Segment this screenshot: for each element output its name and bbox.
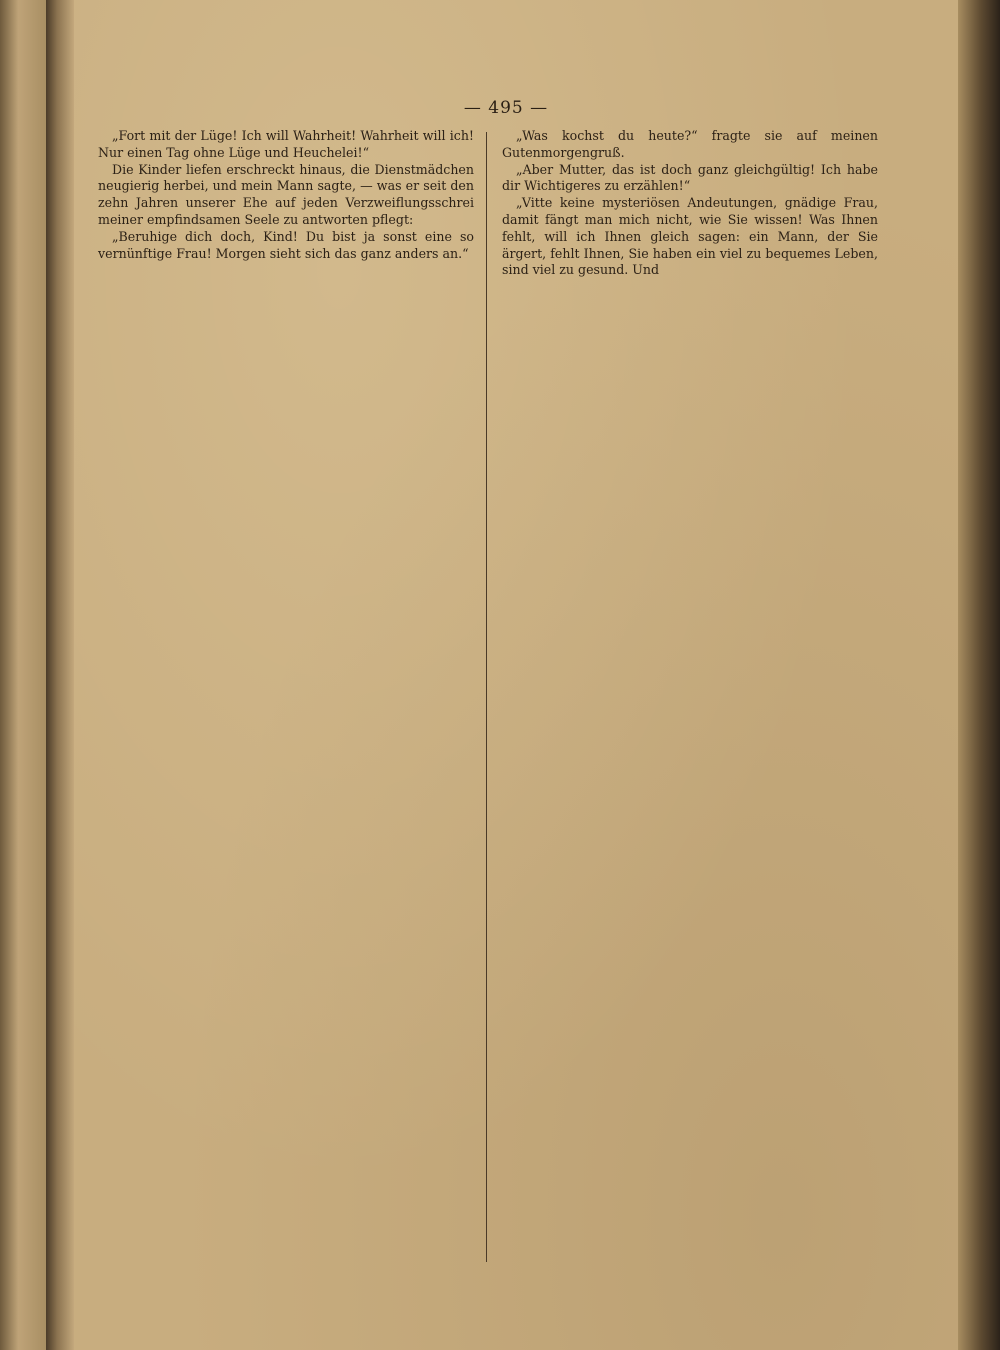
left-column <box>98 128 474 262</box>
paragraph: Die Kinder liefen erschreckt hinaus, die Dienstmädchen neugierig herbei, und mein Mann sagte, — was er seit den zehn Jahren unserer Ehe auf jeden Verzweiflungsschrei meiner empfindsamen Seele zu antworten pflegt: <box>98 161 474 227</box>
page-number: — 495 — <box>463 98 549 118</box>
paragraph: „Was kochst du heute?“ fragte sie auf meinen Gutenmorgengruß. <box>502 128 878 160</box>
paragraph: „Fort mit der Lüge! Ich will Wahrheit! Wahrheit will ich! Nur einen Tag ohne Lüge und Heuchelei!“ <box>98 128 474 160</box>
left-page-edge <box>0 0 46 1350</box>
column-divider <box>486 132 487 1262</box>
paragraph: „Aber Mutter, das ist doch ganz gleichgültig! Ich habe dir Wichtigeres zu erzählen!“ <box>502 161 878 194</box>
book-gutter <box>46 0 74 1350</box>
right-column <box>502 128 878 279</box>
paragraph: „Beruhige dich doch, Kind! Du bist ja sonst eine so vernünftige Frau! Morgen sieht sich das ganz anders an.“ <box>98 228 474 261</box>
right-page-edge <box>958 0 1000 1350</box>
paragraph: „Vitte keine mysteriösen Andeutungen, gnädige Frau, damit fängt man mich nicht, wie Sie wissen! Was Ihnen fehlt, will ich Ihnen gleich sagen: ein Mann, der Sie ärgert, fehlt Ihnen, Sie haben ein viel zu bequemes Leben, sind viel zu gesund. Und <box>502 195 878 278</box>
